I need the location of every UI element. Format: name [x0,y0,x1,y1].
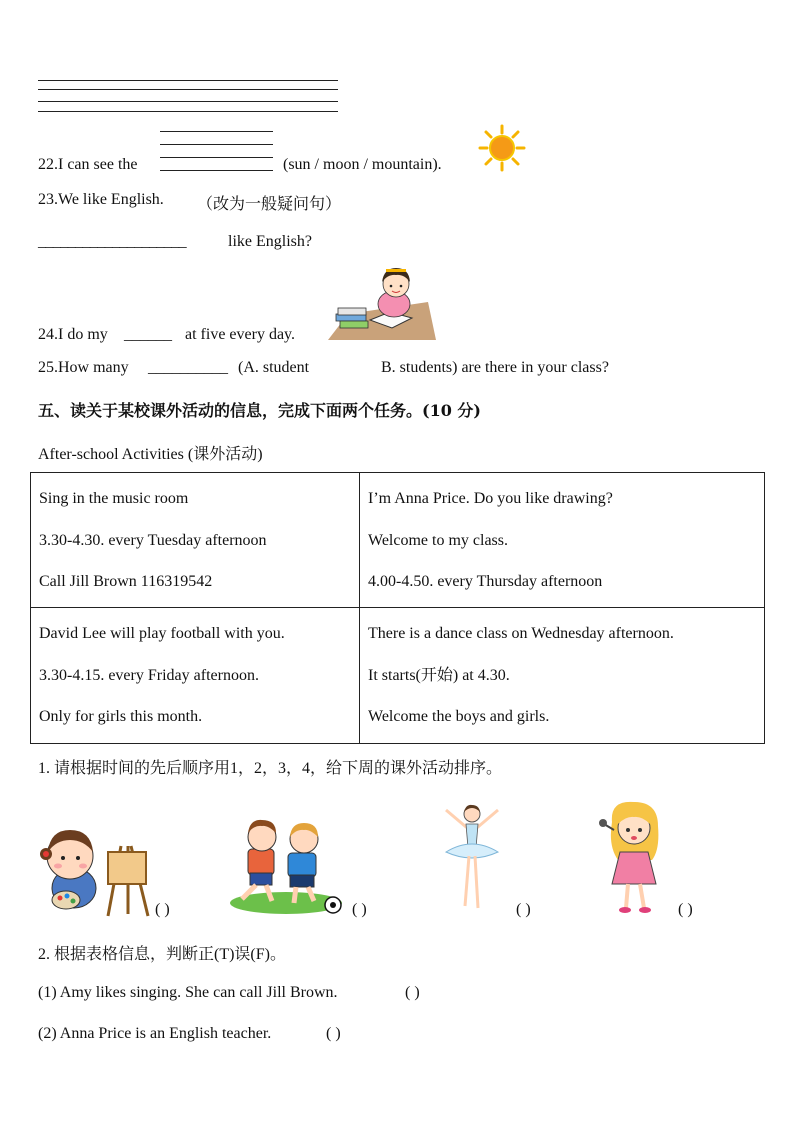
q23-answer-tail: like English? [228,233,312,250]
table-cell-line: Welcome to my class. [368,531,509,549]
writing-line-1 [38,80,338,81]
q22-options: (sun / moon / mountain). [283,156,442,173]
table-cell [360,608,765,744]
q22-text: 22.I can see the [38,156,138,173]
q24-text-before: 24.I do my [38,326,108,343]
table-cell-line: There is a dance class on Wednesday afternoon. [368,625,674,642]
q23-text: 23.We like English. [38,191,164,208]
table-cell-line: I’m Anna Price. Do you like drawing? [368,490,613,507]
section5-heading: 五、读关于某校课外活动的信息，完成下面两个任务。(10 分) [38,401,481,420]
table-cell-line: Welcome the boys and girls. [368,708,550,725]
table-cell-line: Call Jill Brown 116319542 [39,573,213,590]
task2-item-2: (2) Anna Price is an English teacher. [38,1025,272,1042]
table-cell-line: Only for girls this month. [39,708,203,725]
writing-line-4 [38,111,338,112]
writing-line-2 [38,89,338,90]
girl-reading-icon [328,262,436,342]
writing-line-3 [38,101,338,102]
task1-text: 1. 请根据时间的先后顺序用1，2，3，4，给下周的课外活动排序。 [38,760,503,777]
table-cell [31,473,360,608]
section5-subtitle: After-school Activities (课外活动) [38,446,263,463]
table-cell-line: Sing in the music room [39,490,189,507]
girl-singing-icon [594,800,674,916]
q24-text-after: at five every day. [185,326,296,343]
task1-paren-1[interactable]: ( ) [155,901,170,918]
task2-item-1-paren[interactable]: ( ) [405,984,420,1001]
q25-option-a[interactable]: (A. student [238,359,310,376]
boys-football-icon [228,815,346,917]
q23-answer-blank[interactable]: ____________________ [38,233,187,250]
task2-text: 2. 根据表格信息，判断正(T)误(F)。 [38,946,286,963]
q25-text-before: 25.How many [38,359,129,376]
q22-line-3 [160,157,273,158]
table-cell-line: It starts(开始) at 4.30. [368,666,510,684]
q22-line-2 [160,144,273,145]
q23-instruction: （改为一般疑问句） [197,196,342,213]
q25-blank[interactable]: __________ [148,359,228,376]
table-cell-line: 3.30-4.30. every Tuesday afternoon [39,531,267,549]
girl-painting-icon [36,826,156,918]
table-cell [360,473,765,608]
task1-paren-3[interactable]: ( ) [516,901,531,918]
task1-paren-2[interactable]: ( ) [352,901,367,918]
task2-item-2-paren[interactable]: ( ) [326,1025,341,1042]
task2-item-1: (1) Amy likes singing. She can call Jill Brown. [38,984,338,1001]
task1-paren-4[interactable]: ( ) [678,901,693,918]
q25-option-b[interactable]: B. students) are there in your class? [381,359,609,376]
table-cell [31,608,360,744]
ballerina-icon [432,796,512,916]
table-cell-line: 4.00-4.50. every Thursday afternoon [368,573,603,590]
q22-answer-line[interactable] [160,170,273,171]
activities-table [30,472,765,744]
sun-icon [478,124,526,172]
q24-blank[interactable]: ______ [124,326,172,343]
q22-line-1 [160,131,273,132]
table-cell-line: 3.30-4.15. every Friday afternoon. [39,666,259,684]
table-cell-line: David Lee will play football with you. [39,625,285,642]
